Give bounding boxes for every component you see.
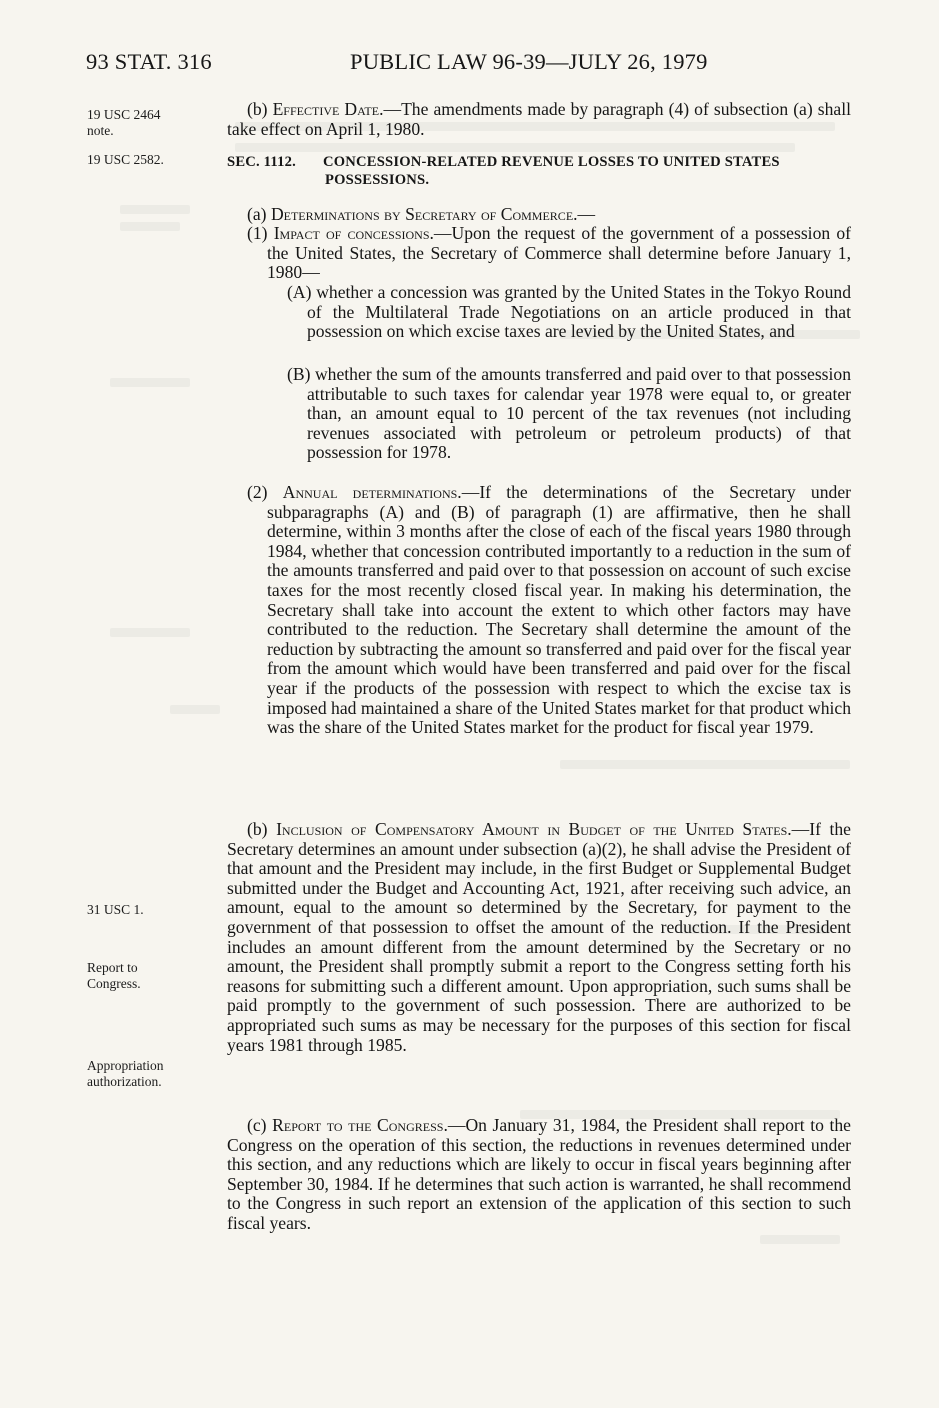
margin-note-usc-2464 bbox=[87, 107, 217, 139]
paragraph-1 bbox=[227, 224, 851, 283]
margin-note-text: 19 USC 2464 note. bbox=[87, 107, 161, 138]
paragraph-heading: Determinations by Secretary of Commerce. bbox=[270, 204, 578, 224]
subsection-c bbox=[227, 1116, 851, 1234]
paragraph-text: (B) whether the sum of the amounts transferred and paid over to that possession attributable to such taxes for calendar year 1978 were equal to, or greater than, an amount equal to 10 percent of the tax revenues (not including revenues associated with petroleum or petroleum products) of that possession for 1978. bbox=[287, 364, 851, 463]
page-header bbox=[86, 49, 856, 83]
paragraph-heading: Annual determinations. bbox=[282, 482, 462, 502]
paragraph-prefix: (1) bbox=[247, 223, 274, 243]
paragraph-text: (A) whether a concession was granted by the United States in the Tokyo Round of the Multilateral Trade Negotiations on an article produced in that possession on which excise taxes are levied by the United States, and bbox=[287, 282, 851, 342]
subparagraph-1b bbox=[227, 365, 851, 463]
margin-note-report-to-congress bbox=[87, 960, 217, 992]
paragraph-text: —Upon the request of the government of a possession of the United States, the Secretary of Commerce shall determine before January 1, 1980— bbox=[267, 223, 851, 283]
paragraph-prefix: (b) bbox=[247, 99, 273, 119]
margin-note-text: 31 USC 1. bbox=[87, 902, 144, 917]
paragraph-heading: Inclusion of Compensatory Amount in Budget of the United States. bbox=[276, 819, 792, 839]
paragraph-effective-date bbox=[227, 100, 851, 139]
section-number: SEC. 1112. bbox=[227, 154, 296, 170]
paragraph-heading: Report to the Congress. bbox=[272, 1115, 448, 1135]
paragraph-2 bbox=[227, 483, 851, 738]
section-title-line2: POSSESSIONS. bbox=[325, 172, 430, 188]
paragraph-prefix: (c) bbox=[247, 1115, 273, 1135]
margin-note-text: Appropriation authorization. bbox=[87, 1058, 164, 1089]
paragraph-prefix: (2) bbox=[247, 482, 283, 502]
paragraph-text: —If the Secretary determines an amount under subsection (a)(2), he shall advise the President of that amount and the President may include, in the first Budget or Supplemental Budget submitted under the Budget and Accounting Act, 1921, after receiving such advice, an amount, equal to the amount so determined by the Secretary, for payment to the government of that possession to offset the amount of the reduction. If the President includes an amount different from the amount determined by the Secretary or no amount, the President shall promptly submit a report to the Congress setting forth his reasons for submitting such a different amount. Upon appropriation, such sums shall be paid promptly to the government of such possession. There are authorized to be appropriated such sums as may be necessary for the purposes of this section for fiscal years 1981 through 1985. bbox=[227, 819, 851, 1055]
subsection-b bbox=[227, 820, 851, 1055]
paragraph-text: —If the determinations of the Secretary under subparagraphs (A) and (B) of paragraph (1) are affirmative, then he shall determine, within 3 months after the close of each of the fiscal years 1980 through 1984, whether that concession contributed importantly to a reduction in the sum of the amounts transferred and paid over to that possession on account of such excise taxes for the most recently closed fiscal year. In making his determination, the Secretary shall take into account the extent to which other factors may have contributed to the reduction. The Secretary shall determine the amount of the reduction by subtracting the amount so transferred and paid over for the fiscal year from the amount which would have been transferred and paid over for the fiscal year if the products of the possession with respect to which the excise tax is imposed had maintained a share of the United States market for that product which was the share of the United States market for the product for fiscal year 1979. bbox=[267, 482, 851, 738]
section-heading bbox=[227, 153, 851, 189]
margin-note-31-usc-1 bbox=[87, 902, 217, 918]
paragraph-prefix: (a) bbox=[247, 204, 271, 224]
paragraph-prefix: (b) bbox=[247, 819, 277, 839]
paragraph-text: —On January 31, 1984, the President shall report to the Congress on the operation of this section, the reductions in revenues determined under this section, and any reductions which are likely to occur in fiscal years beginning after September 30, 1984. If he determines that such action is warranted, he shall recommend to the Congress in such report an extension of the application of this section to such fiscal years. bbox=[227, 1115, 851, 1233]
section-title-line1: CONCESSION-RELATED REVENUE LOSSES TO UNITED STATES bbox=[323, 154, 780, 170]
margin-note-text: Report to Congress. bbox=[87, 960, 141, 991]
margin-note-appropriation bbox=[87, 1058, 217, 1090]
paragraph-heading: Impact of concessions. bbox=[273, 223, 434, 243]
law-title: PUBLIC LAW 96-39—JULY 26, 1979 bbox=[350, 49, 708, 74]
margin-note-usc-2582 bbox=[87, 152, 217, 168]
subparagraph-1a bbox=[227, 283, 851, 342]
subsection-a bbox=[227, 205, 851, 225]
stat-reference: 93 STAT. 316 bbox=[86, 49, 212, 74]
paragraph-text: —The amendments made by paragraph (4) of subsection (a) shall take effect on April 1, 1980. bbox=[227, 99, 851, 139]
paragraph-heading: Effective Date. bbox=[272, 99, 384, 119]
paragraph-text: — bbox=[577, 204, 596, 224]
margin-note-text: 19 USC 2582. bbox=[87, 152, 164, 167]
